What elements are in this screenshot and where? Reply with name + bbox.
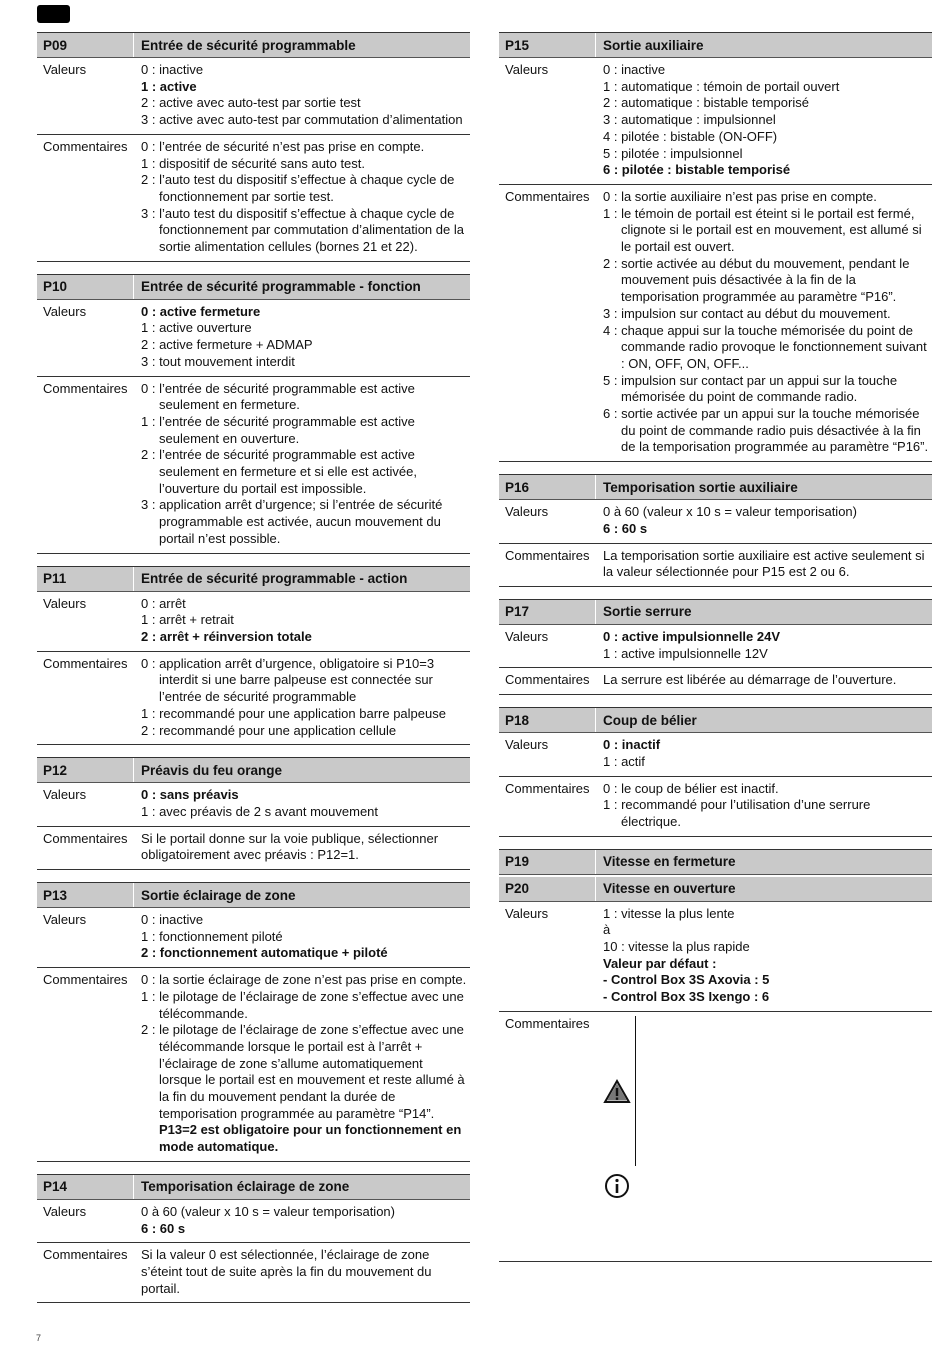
values-label: Valeurs [505,905,549,921]
comments-row [499,668,932,695]
comments-label: Commentaires [43,1247,128,1263]
values-label: Valeurs [505,737,549,753]
values-row [37,592,470,652]
values-row [37,58,470,135]
param-header [37,567,470,592]
param-line: 3 : active avec auto-test par commutation d’alimentation [141,112,463,128]
param-line: 6 : 60 s [603,520,648,536]
param-block-p13 [37,882,470,1162]
values-label: Valeurs [43,912,87,928]
comments-label: Commentaires [43,972,128,988]
param-line: 1 : automatique : témoin de portail ouvert [603,78,840,94]
param-line: 0 : arrêt [141,595,186,611]
page-tab-marker [37,5,70,23]
values-label: Valeurs [43,595,87,611]
param-line: 0 : sans préavis [141,787,239,803]
param-value-cell [135,62,470,129]
param-line: Si le portail donne sur la voie publique, sélectionner obligatoirement avec préavis : P12=1. [141,830,439,863]
comments-row [37,968,470,1162]
param-value-cell [597,737,932,770]
param-block-p17 [499,599,932,695]
param-line: La serrure est libérée au démarrage de l’ouverture. [603,672,897,688]
param-value-cell [135,304,470,371]
param-line: 1 : recommandé pour une application barre palpeuse [141,705,446,721]
right-column [499,32,932,1274]
param-line: 1 : dispositif de sécurité sans auto test. [141,155,366,171]
param-line: 2 : fonctionnement automatique + piloté [141,945,388,961]
param-line: 10 : vitesse la plus rapide [603,939,750,955]
param-line: 2 : active fermeture + ADMAP [141,337,313,353]
param-value-cell [135,972,470,1156]
values-label: Valeurs [43,1203,87,1219]
param-line: 3 : automatique : impulsionnel [603,112,776,128]
comments-row [499,544,932,587]
param-line: 5 : pilotée : impulsionnel [603,145,743,161]
param-header [37,1175,470,1200]
comments-notes [597,1016,636,1256]
comments-label: Commentaires [43,380,128,396]
param-value-cell [135,596,470,646]
comments-label: Commentaires [505,780,590,796]
param-line: 5 : impulsion sur contact par un appui sur la touche mémorisée du point de commande radio. [603,372,898,405]
param-code: P09 [37,33,134,57]
param-line: Si la valeur 0 est sélectionnée, l’éclairage de zone s’éteint tout de suite après la fin du mouvement du portail. [141,1247,432,1296]
info-icon [603,1172,631,1200]
values-row [499,58,932,185]
param-line: à [603,922,611,938]
param-line: 0 : inactive [141,912,204,928]
param-value-cell [135,656,470,740]
values-row [37,783,470,826]
param-line: 0 : la sortie auxiliaire n’est pas prise en compte. [603,188,877,204]
comments-row [499,777,932,837]
param-line: 1 : vitesse la plus lente [603,905,735,921]
param-header [499,475,932,500]
values-row [37,1200,470,1243]
comments-row [499,185,932,462]
param-title: Vitesse en fermeture [603,854,736,870]
param-line: 3 : l’auto test du dispositif s’effectue à chaque cycle de fonctionnement par commutation d’alimentation de la sortie alimentation cellules (bornes 21 et 22). [141,205,464,255]
param-value-cell [597,189,932,456]
param-value-cell [597,504,932,537]
page-number: 7 [36,1333,42,1343]
param-code: P18 [499,708,596,732]
param-title: Sortie éclairage de zone [141,887,296,903]
param-title: Entrée de sécurité programmable [141,37,356,53]
param-block-p15 [499,32,932,462]
comments-label: Commentaires [43,655,128,671]
param-line: 2 : le pilotage de l’éclairage de zone s’effectue avec une télécommande lorsque le portail est à l’arrêt + l’éclairage de zone s’allume automatiquement lorsque le portail est en mouvement et reste allumé à la fin du mouvement pendant la durée de temporisation programmée au paramètre “P14”. [141,1022,465,1121]
param-line: 0 : inactive [603,62,666,77]
param-value-cell [135,831,470,864]
param-header [499,875,932,902]
values-row [499,500,932,543]
param-line: 3 : impulsion sur contact au début du mouvement. [603,305,891,321]
param-title: Temporisation sortie auxiliaire [603,479,798,495]
param-line: 1 : fonctionnement piloté [141,928,283,944]
param-title: Sortie auxiliaire [603,37,704,53]
comments-row [37,652,470,746]
param-title: Sortie serrure [603,604,692,620]
param-block-p11 [37,566,470,746]
param-code: P20 [499,877,596,901]
param-title: Entrée de sécurité programmable - action [141,571,408,587]
param-line: 1 : avec préavis de 2 s avant mouvement [141,803,379,819]
comments-row [37,1243,470,1303]
values-row [37,300,470,377]
param-line: 1 : active [141,78,197,94]
param-line: 2 : l’auto test du dispositif s’effectue à chaque cycle de fonctionnement par sortie test. [141,172,455,204]
param-block-p09 [37,32,470,262]
values-row [499,733,932,776]
values-label: Valeurs [505,62,549,77]
comments-label: Commentaires [505,188,590,204]
param-value-cell [597,62,932,179]
param-header [37,758,470,783]
param-line: 0 : inactif [603,737,661,753]
param-line: 1 : active ouverture [141,320,252,336]
param-value-cell [597,906,932,1006]
param-line: 2 : automatique : bistable temporisé [603,95,809,111]
values-label: Valeurs [43,303,87,319]
param-header [499,708,932,733]
comments-label: Commentaires [505,672,590,688]
param-line: 0 : inactive [141,62,204,77]
param-line: - Control Box 3S Ixengo : 6 [603,989,770,1005]
param-line: 1 : arrêt + retrait [141,612,234,628]
param-title: Entrée de sécurité programmable - fonction [141,279,421,295]
param-value-cell [135,1204,470,1237]
param-block-p19-p20 [499,849,932,1262]
values-row [37,908,470,968]
param-code: P14 [37,1175,134,1199]
param-line: 2 : active avec auto-test par sortie test [141,95,361,111]
param-code: P16 [499,475,596,499]
values-label: Valeurs [43,62,87,77]
param-line: 3 : tout mouvement interdit [141,353,295,369]
param-value-cell [135,1247,470,1297]
notes-icons [597,1016,635,1256]
left-column [37,32,470,1315]
notes-divider [635,1016,636,1166]
param-line: 1 : active impulsionnelle 12V [603,645,768,661]
param-line: 2 : arrêt + réinversion totale [141,628,312,644]
param-line: Valeur par défaut : [603,955,717,971]
param-code: P12 [37,758,134,782]
values-label: Valeurs [505,628,549,644]
param-line: - Control Box 3S Axovia : 5 [603,972,770,988]
param-block-p16 [499,474,932,587]
param-line: 6 : pilotée : bistable temporisé [603,162,791,178]
param-header [499,33,932,58]
values-row [499,625,932,668]
comments-row [37,135,470,262]
param-line: 1 : le témoin de portail est éteint si le portail est fermé, clignote si le portail est en mouvement, est allumé si le portail est ouvert. [603,205,922,255]
comments-label: Commentaires [505,547,590,563]
param-line: 1 : actif [603,753,645,769]
param-line: P13=2 est obligatoire pour un fonctionnement en mode automatique. [159,1122,462,1155]
values-label: Valeurs [505,504,549,520]
param-block-p18 [499,707,932,837]
param-line: 0 : active impulsionnelle 24V [603,628,781,644]
param-title: Temporisation éclairage de zone [141,1179,350,1195]
param-header [37,275,470,300]
param-title: Préavis du feu orange [141,762,283,778]
param-value-cell [597,548,932,581]
param-code: P10 [37,275,134,299]
param-line: 0 : l’entrée de sécurité programmable est active seulement en fermeture. [141,380,415,413]
param-line: 0 : l’entrée de sécurité n’est pas prise en compte. [141,138,425,154]
param-line: 6 : 60 s [141,1220,186,1236]
values-row [499,902,932,1012]
param-code: P15 [499,33,596,57]
comments-label: Commentaires [43,138,128,154]
param-block-p12 [37,757,470,870]
param-value-cell [135,912,470,962]
param-line: 0 : application arrêt d’urgence, obligatoire si P10=3 interdit si une barre palpeuse est connectée sur l’entrée de sécurité programmable [141,655,435,705]
param-header [499,600,932,625]
comments-row [37,827,470,870]
param-line: 6 : sortie activée par un appui sur la touche mémorisée du point de commande radio puis désactivée à la fin de la temporisation programmée au paramètre “P16”. [603,406,929,455]
comments-row [37,377,470,554]
param-code: P19 [499,850,596,874]
comments-label: Commentaires [43,830,128,846]
comments-label: Commentaires [505,1015,590,1031]
param-line: 1 : l’entrée de sécurité programmable est active seulement en ouverture. [141,413,415,446]
param-line: 4 : chaque appui sur la touche mémorisée du point de commande radio provoque le fonctionnement suivant : ON, OFF, ON, OFF... [603,322,927,371]
param-line: 1 : le pilotage de l’éclairage de zone s’effectue avec une télécommande. [141,988,464,1021]
param-header [499,850,932,875]
param-code: P17 [499,600,596,624]
param-line: 4 : pilotée : bistable (ON-OFF) [603,128,778,144]
param-line: 0 : active fermeture [141,303,261,319]
param-line: 2 : sortie activée au début du mouvement, pendant le mouvement puis désactivée à la fin de la temporisation programmée au paramètre “P16”. [603,255,910,305]
comments-row [499,1012,932,1262]
param-line: 0 : le coup de bélier est inactif. [603,780,779,796]
param-value-cell [597,672,932,689]
param-header [37,883,470,908]
values-label: Valeurs [43,787,87,803]
param-code: P13 [37,883,134,907]
warning-icon [603,1078,631,1106]
param-line: La temporisation sortie auxiliaire est active seulement si la valeur sélectionnée pour P15 est 2 ou 6. [603,547,925,580]
param-line: 1 : recommandé pour l’utilisation d’une serrure électrique. [603,797,871,829]
param-title: Coup de bélier [603,712,697,728]
param-line: 0 à 60 (valeur x 10 s = valeur temporisation) [141,1203,395,1219]
param-value-cell [597,629,932,662]
param-line: 0 : la sortie éclairage de zone n’est pas prise en compte. [141,972,467,988]
param-block-p14 [37,1174,470,1304]
param-line: 2 : recommandé pour une application cellule [141,722,397,738]
param-value-cell [135,787,470,820]
param-code: P11 [37,567,134,591]
param-header [37,33,470,58]
param-line: 3 : application arrêt d’urgence; si l’entrée de sécurité programmable est activée, aucun mouvement du portail n’est possible. [141,497,443,546]
param-value-cell [135,381,470,548]
param-value-cell [135,139,470,256]
param-line: 0 à 60 (valeur x 10 s = valeur temporisation) [603,504,857,520]
param-title: Vitesse en ouverture [603,881,736,897]
param-value-cell [597,781,932,831]
param-line: 2 : l’entrée de sécurité programmable est active seulement en fermeture et si elle est activée, l’ouverture du portail est impossible. [141,447,417,496]
param-block-p10 [37,274,470,554]
